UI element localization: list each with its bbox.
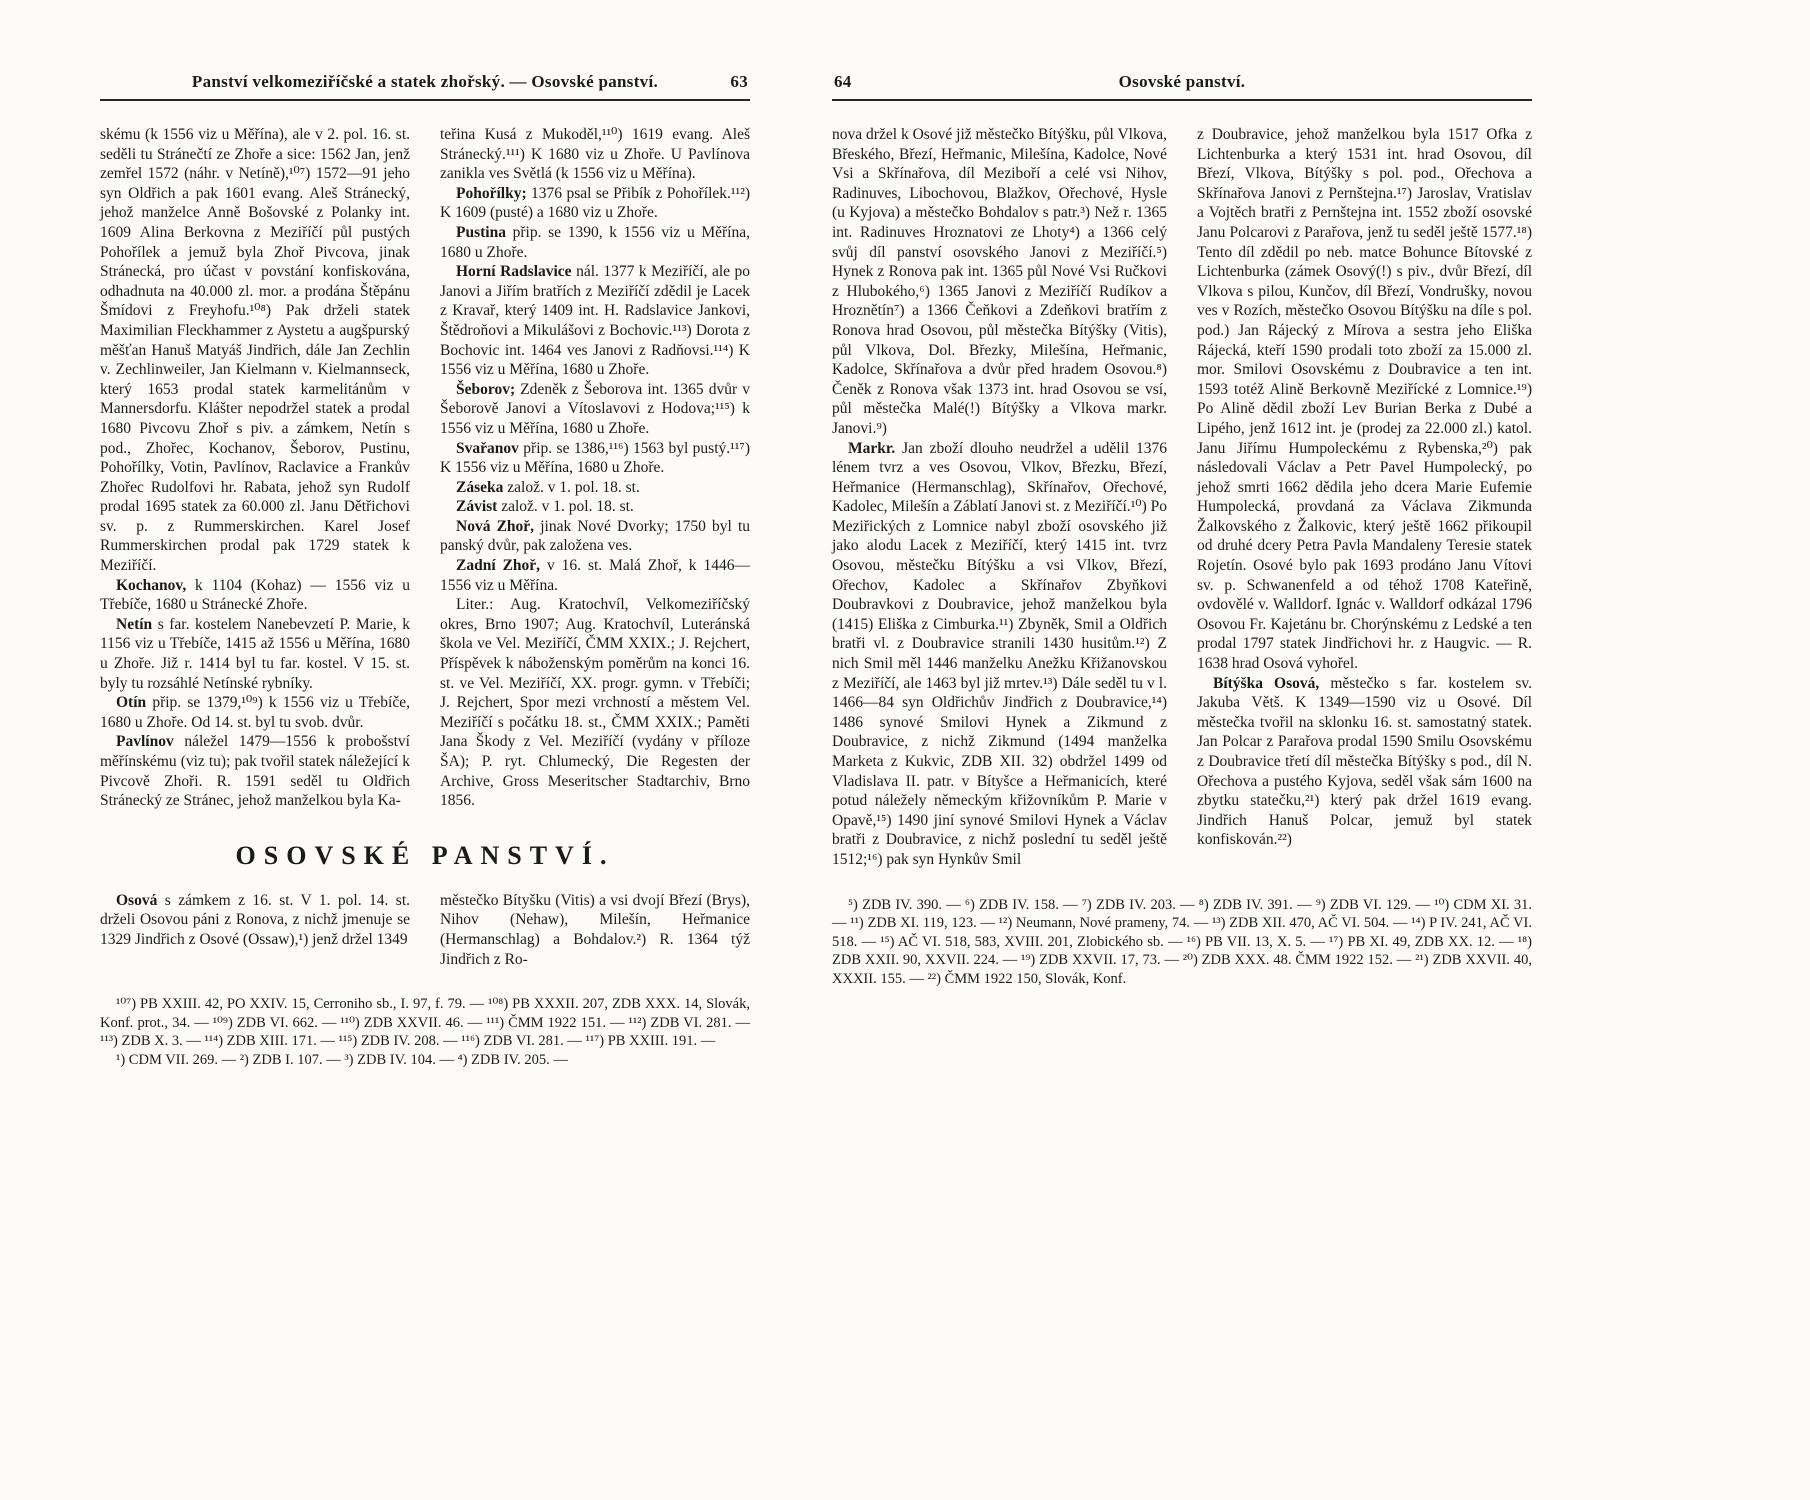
section-heading-osovske-panstvi: OSOVSKÉ PANSTVÍ. (235, 840, 615, 870)
paragraph-lead: Osová (116, 891, 158, 909)
paragraph-text: nál. 1377 k Meziříčí, ale po Janovi a Jiřím bratřích z Meziříčí zdědil je Lacek z Kravař, který 1409 int. H. Radslavice Jankovi, Štědroňovi a Mikulášovi z Bochovic.¹¹³) Dorota z Bochovic int. 1464 ves Janovi z Radňovsi.¹¹⁴) K 1556 viz u Měřína, 1680 u Zhoře. (440, 263, 750, 379)
paragraph (440, 478, 750, 498)
paragraph (832, 125, 1167, 439)
paragraph-lead: Otín (116, 694, 147, 712)
paragraph-text: přip. se 1379,¹⁰⁹) k 1556 viz u Třebíče, 1680 u Zhoře. Od 14. st. byl tu svob. dvůr. (100, 694, 410, 731)
page-64-column-1 (832, 125, 1167, 870)
paragraph (440, 556, 750, 595)
page-63-main-text (100, 125, 750, 811)
page-64-column-2 (1197, 125, 1532, 870)
paragraph-lead: Svařanov (456, 439, 519, 457)
paragraph-lead: Zadní Zhoř, (456, 557, 541, 575)
paragraph (440, 891, 750, 969)
paragraph-lead: Bítýška Osová, (1213, 674, 1320, 692)
header-rule (832, 99, 1532, 101)
paragraph-lead: Netín (116, 615, 153, 633)
paragraph-lead: Horní Radslavice (456, 263, 572, 281)
paragraph (832, 439, 1167, 870)
footnote: ¹⁰⁷) PB XXIII. 42, PO XXIV. 15, Cerroniho sb., I. 97, f. 79. — ¹⁰⁸) PB XXXII. 207, ZDB XXX. 14, Slovák, Konf. prot., 34. — ¹⁰⁹) ZDB VI. 662. — ¹¹⁰) ZDB XXVII. 46. — ¹¹¹) ČMM 1922 151. — ¹¹²) ZDB VI. 281. — ¹¹³) ZDB X. 3. — ¹¹⁴) ZDB XIII. 171. — ¹¹⁵) ZDB IV. 208. — ¹¹⁶) ZDB VI. 281. — ¹¹⁷) PB XXIII. 191. — (100, 996, 750, 1050)
paragraph-text: Jan zboží dlouho neudržel a udělil 1376 lénem tvrz a ves Osovou, Vlkov, Březku, Březí, Heřmanice (Hermanschlag), Skřínařov, Ořechové, Kadolec, Milešín a Záblatí Janovi st. z Meziříčí.¹⁰) Po Meziřických z Lomnice nabyl zboží osovského již jako alodu Lacek z Meziříčí, který 1415 int. tvrz Osovou, městečku Bítýšku a vsi Vlkov, Březí, Ořechov, Kadolec a Skřínařov Zbyňkovi Doubravkovi z Doubravice, jehož manželkou byla (1415) Eliška z Cimburka.¹¹) Zbyněk, Smil a Oldřich bratři vl. z Doubravice stranili 1430 husitům.¹²) Z nich Smil měl 1446 manželku Anežku Křižanovskou z Meziříčí, ale 1463 byl již mrtev.¹³) Dále seděl tu v l. 1466—84 syn Oldřichův Jindřich z Doubravice,¹⁴) 1486 synové Smilovi Hynek a Zikmund z Doubravice, z nichž Zikmund (1494 manželka Marketa z Kukvic, ZDB XII. 32) obdržel 1499 od Vladislava II. patr. v Bítyšce a Heřmanicích, které potud náležely německým křižovníkům P. Marie v Opavě,¹⁵) 1490 jiní synové Smilovi Hynek a Václav bratři z Doubravice, z nichž poslední tu seděl ještě 1512;¹⁶) pak syn Hynkův Smil (832, 439, 1167, 868)
page-64 (832, 72, 1532, 989)
page-63-column-1 (100, 125, 410, 811)
page-63 (100, 72, 750, 1070)
paragraph (100, 891, 410, 950)
paragraph-text: jinak Nové Dvorky; 1750 byl tu panský dvůr, pak založena ves. (440, 517, 750, 555)
paragraph-text: nova držel k Osové již městečko Bítýšku, půl Vlkova, Břeského, Březí, Heřmanic, Milešína, Kadolce, Nové Vsi a Skřínařova, díl Meziboří a celé vsi Nihov, Radinuves, Libochovou, Blažkov, Ořechové, Hysle (u Kyjova) a městečko Bohdalov s patr.³) Než r. 1365 int. Radinuves Hroznatovi ze Lhoty⁴) a 1366 celý svůj díl panství osovského Janovi z Meziříčí.⁵) Hynek z Ronova pak int. 1365 půl Nové Vsi Ručkovi z Hlubokého,⁶) 1365 Janovi z Meziříčí Rudíkov a Hroznětín⁷) a 1366 Čeňkovi a Zdeňkovi bratřím z Ronova hrad Osovou, půl městečka Bítýšky (Vitis), půl Vlkova, Dol. Březky, Milešína, Heřmanic, Kadolce, Skřínařova a dvůr před hradem Osovou.⁸) Čeněk z Ronova však 1373 int. hrad Osovou se vsí, půl městečka Malé(!) Bítýšky a Vlkova markr. Janovi.⁹) (832, 126, 1167, 437)
paragraph-text: založ. v 1. pol. 18. st. (497, 498, 634, 516)
paragraph (440, 380, 750, 439)
paragraph-text: z Doubravice, jehož manželkou byla 1517 Ofka z Lichtenburka a který 1531 int. hrad Osovou, díl Březí, Vlkova, Bítýšky s pol. pod., Ořechova a Skřínařova Janovi z Pernštejna.¹⁷) Jaroslav, Vratislav a Vojtěch bratři z Pernštejna int. 1552 zboží osovské Janu Polcarovi z Parařova, jenž tu seděl ještě 1577.¹⁸) Tento díl zdědil po neb. matce Bohunce Bítovské z Lichtenburka (zámek Osový(!) s piv., dvůr Březí, díl Vlkova s pilou, Kunčov, díl Březí, Vondrušky, novou ves v Rozích, městečko Osovou Bítýšku na díle s pol. pod.) Jan Rájecký z Mírova a sestra jeho Eliška Rájecká, kteří 1590 prodali toto zboží za 15.000 zl. mor. Smilovi Osovskému z Doubravice a ten int. 1593 totéž Alině Berkovně Meziřícké z Lomnice.¹⁹) Po Alině dědil zboží Lev Burian Berka z Dubé a Lipého, jenž 1612 int. je (prodej za 22.000 zl.) katol. Janu Jiřímu Humpoleckému z Rybenska,²⁰) pak následovali Václav a Petr Pavel Humpolecký, po jehož smrti 1662 dědila jeho dcera Marie Eufemie Humpolecká, provdaná za Václava Zikmunda Žalkovského z Žalkovic, který ještě 1662 přikoupil od druhé dcery Petra Pavla Mandaleny Teresie statek Rojetín. Osové bylo pak 1693 prodáno Janu Vítovi sv. p. Schwanenfeld a od téhož 1708 Kateřině, ovdovělé v. Walldorf. Ignác v. Walldorf odkázal 1796 Osovou Fr. Kajetánu br. Chorýnskému z Ledské a ten prodal 1797 statek Jindřichovi hr. z Haugvic. — R. 1638 hrad Osová vyhořel. (1197, 126, 1532, 673)
paragraph (440, 223, 750, 262)
paragraph (440, 184, 750, 223)
paragraph (100, 693, 410, 732)
paragraph-text: městečko s far. kostelem sv. Jakuba Větš. K 1349—1590 viz u Osové. Díl městečka tvořil na sklonku 16. st. samostatný statek. Jan Polcar z Parařova prodal 1590 Smilu Osovskému z Doubravice třetí díl městečka Bítýšky s pod., díl N. Ořechova a pustého Kyjova, seděl však sám 1600 na zbytku statečku,²¹) který pak držel 1619 evang. Jindřich Hanuš Polcar, jemuž byl statek konfiskován.²²) (1197, 674, 1532, 849)
paragraph (1197, 125, 1532, 674)
page-63-number: 63 (730, 72, 748, 91)
paragraph (100, 576, 410, 615)
paragraph (100, 732, 410, 810)
paragraph-text: teřina Kusá z Mukoděl,¹¹⁰) 1619 evang. Aleš Stránecký.¹¹¹) K 1680 viz u Zhoře. U Pavlínova zanikla ves Světlá (k 1556 viz u Měřína). (440, 126, 750, 183)
paragraph-text: přip. se 1386,¹¹⁶) 1563 byl pustý.¹¹⁷) K 1556 viz u Měřína, 1680 u Zhoře. (440, 439, 750, 477)
paragraph-text: založ. v 1. pol. 18. st. (503, 478, 640, 496)
paragraph-lead: Pustina (456, 223, 506, 241)
paragraph-text: náležel 1479—1556 k probošství měřínskému (viz tu); pak tvořil statek náležející k Pivcově Zhoři. R. 1591 seděl tu Oldřich Stránecký ze Stránec, jehož manželkou byla Ka- (100, 733, 410, 810)
page-64-header (832, 72, 1532, 99)
footnote: ¹) CDM VII. 269. — ²) ZDB I. 107. — ³) ZDB IV. 104. — ⁴) ZDB IV. 205. — (116, 1051, 568, 1068)
paragraph (440, 595, 750, 811)
paragraph-text: s zámkem z 16. st. V 1. pol. 14. st. drželi Osovou páni z Ronova, z nichž jmenuje se 1329 Jindřich z Osové (Ossaw),¹) jenž držel 1349 (100, 891, 410, 948)
paragraph-lead: Markr. (848, 439, 896, 457)
page-64-footnotes (832, 896, 1532, 989)
header-rule (100, 99, 750, 101)
paragraph-text: s far. kostelem Nanebevzetí P. Marie, k 1156 viz u Třebíče, 1415 až 1556 u Měřína, 1680 u Zhoře. Již r. 1414 byl tu far. kostel. V 15. st. byly tu rozsáhlé Netínské rybníky. (100, 615, 410, 692)
paragraph-text: Liter.: Aug. Kratochvíl, Velkomeziříčský okres, Brno 1907; Aug. Kratochvíl, Luteránská škola ve Vel. Meziříčí, ČMM XXIX.; J. Rejchert, Příspěvek k náboženským poměrům na konci 16. st. ve Vel. Meziříčí, XX. progr. gymn. v Třebíči; J. Rejchert, Spor mezi vrchností a městem Vel. Meziříčí s počátku 18. st., ČMM XXIX.; Paměti Jana Škody z Vel. Meziříčí (vydány v příloze ŠA); P. ryt. Chlumecký, Die Regesten der Archive, Gross Meseritscher Stadtarchiv, Brno 1856. (440, 596, 750, 810)
paragraph (440, 497, 750, 517)
paragraph (1197, 674, 1532, 850)
page-63-column-2 (440, 125, 750, 811)
paragraph-lead: Pohořílky; (456, 184, 527, 202)
page-63-section-column-2 (440, 891, 750, 969)
paragraph-lead: Šeborov; (456, 380, 516, 398)
paragraph (440, 125, 750, 184)
paragraph-lead: Závist (456, 498, 498, 516)
footnote: ⁵) ZDB IV. 390. — ⁶) ZDB IV. 158. — ⁷) ZDB IV. 203. — ⁸) ZDB IV. 391. — ⁹) ZDB VI. 129. — ¹⁰) CDM XI. 31. — ¹¹) ZDB XI. 119, 123. — ¹²) Neumann, Nové prameny, 74. — ¹³) ZDB XII. 470, AČ VI. 504. — ¹⁴) P IV. 241, AČ VI. 518. — ¹⁵) AČ VI. 518, 583, XVIII. 201, Zlobického sb. — ¹⁶) PB VII. 13, X. 5. — ¹⁷) PB XI. 49, ZDB XX. 12. — ¹⁸) ZDB XXII. 90, XXVII. 224. — ¹⁹) ZDB XXVII. 17, 73. — ²⁰) ZDB XXX. 48. ČMM 1922 152. — ²¹) ZDB XXVII. 40, XXXII. 155. — ²²) ČMM 1922 150, Slovák, Konf. (832, 896, 1532, 987)
paragraph-lead: Kochanov, (116, 576, 187, 594)
page-63-title: Panství velkomeziříčské a statek zhořský. — Osovské panství. (191, 72, 659, 91)
paragraph-lead: Záseka (456, 478, 504, 496)
paragraph (440, 262, 750, 380)
page-63-section-column-1 (100, 891, 410, 969)
page-63-header (100, 72, 750, 99)
paragraph-text: v 16. st. Malá Zhoř, k 1446—1556 viz u Měřína. (440, 557, 750, 594)
paragraph (440, 439, 750, 478)
paragraph-text: skému (k 1556 viz u Měřína), ale v 2. pol. 16. st. seděli tu Stránečtí ze Zhoře a sice: 1562 Jan, jenž zemřel 1572 (náhr. v Netíně),¹⁰⁷) 1572—91 jeho syn Oldřich a pak 1601 evang. Aleš Stránecký, jehož manželce Anně Bošovské z Polanky int. 1609 Alina Berkovna z Meziříčí půl pustých Pohořílek a jemuž byla Zhoř Pivcova, jinak Stránecká, pro účast v povstání konfiskována, odhadnuta na 40.000 zl. mor. a prodána Štěpánu Šmídovi z Freyhofu.¹⁰⁸) Pak drželi statek Maximilian Fleckhammer z Aystetu a augšpurský měšťan Hanuš Matyáš Jindřich, dále Jan Zechlin v. Zechlinweiler, Jan Kielmann v. Kielmannseck, který 1653 prodal statek karmelitánům v Mannersdorfu. Klášter nepodržel statek a prodal 1680 Pivcovu Zhoř s piv. a zámkem, Netín s pod., Zhořec, Kochanov, Šeborov, Pustinu, Pohořílky, Votin, Pavlínov, Raclavice a Frankův Zhořec Rudolfovi hr. Rabata, jehož syn Rudolf prodal 1695 statek za 60.000 zl. Janu Dětřichovi sv. p. z Rummerskirchen. Karel Josef Rummerskirchen prodal pak 1729 statek k Meziříčí. (100, 126, 410, 575)
paragraph-text: Zdeněk z Šeborova int. 1365 dvůr v Šeborově Janovi a Vítoslavovi z Hodova;¹¹⁵) k 1556 viz u Měřína, 1680 u Zhoře. (440, 380, 750, 437)
paragraph (100, 125, 410, 576)
page-64-main-text (832, 125, 1532, 870)
paragraph (100, 615, 410, 693)
page-63-footnotes (100, 995, 750, 1069)
page-64-title: Osovské panství. (1118, 72, 1246, 91)
paragraph-lead: Pavlínov (116, 733, 174, 751)
paragraph-text: městečko Bítyšku (Vitis) a vsi dvojí Březí (Brys), Nihov (Nehaw), Milešín, Heřmanice (Hermanschlag) a Bohdalov.²) R. 1364 týž Jindřich z Ro- (440, 891, 750, 968)
page-64-number: 64 (834, 72, 852, 91)
paragraph-lead: Nová Zhoř, (456, 517, 535, 535)
paragraph-text: přip. se 1390, k 1556 viz u Měřína, 1680 u Zhoře. (440, 223, 750, 261)
paragraph-text: k 1104 (Kohaz) — 1556 viz u Třebíče, 1680 u Stránecké Zhoře. (100, 576, 410, 614)
paragraph (440, 517, 750, 556)
page-63-section-text (100, 891, 750, 969)
paragraph-text: 1376 psal se Přibík z Pohořílek.¹¹²) K 1609 (pusté) a 1680 viz u Zhoře. (440, 184, 750, 222)
